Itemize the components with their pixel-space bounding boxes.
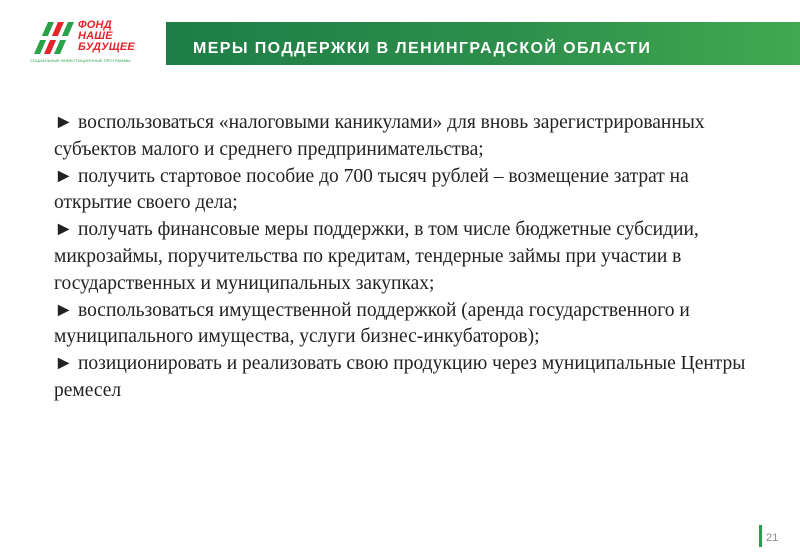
- foundation-logo: [30, 18, 160, 66]
- list-item: [54, 298, 754, 352]
- page-number: 21: [766, 532, 779, 544]
- page-number-divider: [759, 525, 762, 547]
- list-item: [54, 217, 754, 297]
- logo-caption: СОЦИАЛЬНЫЕ ИНВЕСТИЦИОННЫЕ ПРОГРАММЫ: [30, 58, 131, 63]
- list-item: [54, 164, 754, 218]
- support-measures-list: [54, 110, 754, 405]
- logo-line-3: БУДУЩЕЕ: [78, 41, 135, 53]
- list-item-text: воспользоваться «налоговыми каникулами» для вновь зарегистрированных субъектов малого и среднего предпринимательства;: [54, 112, 705, 160]
- bullet-icon: ►: [54, 353, 74, 375]
- list-item: [54, 351, 754, 405]
- header-bar: [166, 22, 800, 65]
- list-item-text: позиционировать и реализовать свою продукцию через муниципальные Центры ремесел: [54, 353, 746, 401]
- list-item: [54, 110, 754, 164]
- list-item-text: получить стартовое пособие до 700 тысяч рублей – возмещение затрат на открытие своего дела;: [54, 165, 689, 214]
- logo-line-1: ФОНД: [78, 19, 112, 31]
- bullet-icon: ►: [54, 165, 74, 187]
- bullet-icon: ►: [54, 219, 74, 241]
- list-item-text: получать финансовые меры поддержки, в том числе бюджетные субсидии, микрозаймы, поручительства по кредитам, тендерные займы при участии в государственных и муниципальных закупках;: [54, 219, 699, 294]
- logo-line-2: НАШЕ: [78, 30, 113, 42]
- bullet-icon: ►: [54, 112, 74, 133]
- slide-title: МЕРЫ ПОДДЕРЖКИ В ЛЕНИНГРАДСКОЙ ОБЛАСТИ: [193, 40, 652, 57]
- list-item-text: воспользоваться имущественной поддержкой (аренда государственного и муниципального имущества, услуги бизнес-инкубаторов);: [54, 299, 690, 348]
- bullet-icon: ►: [54, 299, 74, 321]
- logo-emblem-icon: [30, 18, 76, 56]
- logo-wordmark: [78, 20, 135, 53]
